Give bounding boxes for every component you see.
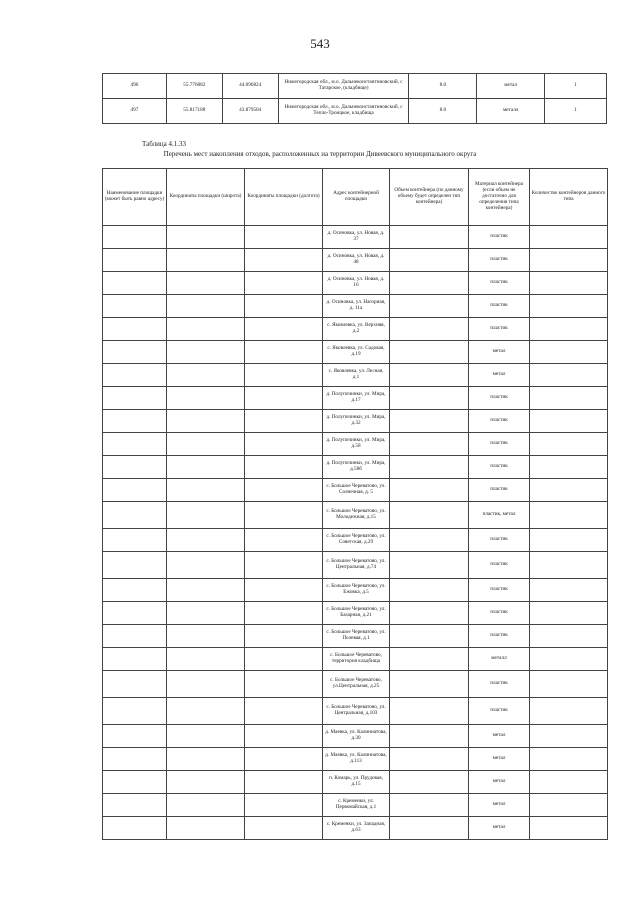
cell-volume — [390, 341, 469, 364]
cell-count — [530, 698, 608, 725]
cell-material: пластик — [469, 226, 530, 249]
cell-address: с. Большое Череватово, ул.Центральная, д.25 — [323, 671, 390, 698]
cell-name — [103, 272, 167, 295]
table-row — [103, 794, 608, 817]
table-row — [103, 529, 608, 552]
header-material: Материал контейнера (если объем не достаточно для определения типа контейнера) — [469, 169, 530, 226]
cell-lon — [245, 456, 323, 479]
cell-volume — [390, 249, 469, 272]
table-row — [103, 625, 608, 648]
table-row — [103, 364, 608, 387]
cell-lat: 55.817188 — [166, 99, 222, 124]
cell-count — [530, 433, 608, 456]
cell-count — [530, 552, 608, 579]
cell-lon — [245, 552, 323, 579]
cell-lon — [245, 625, 323, 648]
cell-name — [103, 602, 167, 625]
cell-lat — [167, 433, 245, 456]
cell-lat — [167, 817, 245, 840]
cell-lon — [245, 318, 323, 341]
cell-address: с. Большое Череватово, ул. Солнечная, д. 5 — [323, 479, 390, 502]
cell-volume — [390, 748, 469, 771]
cell-address: с. Большое Череватово, ул. Ежовка, д.5 — [323, 579, 390, 602]
cell-material: метал — [469, 771, 530, 794]
cell-lon — [245, 410, 323, 433]
cell-lon — [245, 226, 323, 249]
cell-volume — [390, 794, 469, 817]
cell-address: с. Большое Череватово, ул. Полевая, д.1 — [323, 625, 390, 648]
cell-name — [103, 502, 167, 529]
cell-address: д. Маевка, ул. Калиниатова, д.30 — [323, 725, 390, 748]
cell-lat — [167, 479, 245, 502]
cell-name — [103, 771, 167, 794]
table-row — [103, 99, 607, 124]
cell-address: с. Большое Череватово, ул. Базарная, д.21 — [323, 602, 390, 625]
cell-lat — [167, 698, 245, 725]
cell-lat — [167, 502, 245, 529]
page-number: 543 — [310, 36, 330, 51]
cell-lon: 43.879504 — [222, 99, 278, 124]
cell-name — [103, 671, 167, 698]
cell-count — [530, 502, 608, 529]
table-row — [103, 226, 608, 249]
cell-name — [103, 794, 167, 817]
cell-count — [530, 602, 608, 625]
cell-address: с. Большое Череватово, территория кладбища — [323, 648, 390, 671]
cell-volume — [390, 552, 469, 579]
cell-count — [530, 625, 608, 648]
cell-material: пластик — [469, 529, 530, 552]
header-volume: Объем контейнера (по данному объему будет определен тип контейнера) — [390, 169, 469, 226]
cell-name — [103, 552, 167, 579]
cell-name — [103, 387, 167, 410]
table-row — [103, 249, 608, 272]
cell-address: с. Большое Череватово, ул. Центральная, д.103 — [323, 698, 390, 725]
cell-material: метал — [469, 341, 530, 364]
cell-num: 496 — [103, 74, 167, 99]
cell-material: пластик — [469, 318, 530, 341]
cell-count — [530, 648, 608, 671]
header-name: Наименование площадки (может быть равно адресу) — [103, 169, 167, 226]
table-row — [103, 771, 608, 794]
cell-lon — [245, 725, 323, 748]
cell-volume: 8.0 — [409, 99, 477, 124]
cell-volume — [390, 529, 469, 552]
cell-count — [530, 226, 608, 249]
table-row — [103, 341, 608, 364]
table-row — [103, 318, 608, 341]
cell-name — [103, 625, 167, 648]
cell-name — [103, 364, 167, 387]
cell-volume — [390, 698, 469, 725]
cell-lon — [245, 602, 323, 625]
cell-address: д. Маевка, ул. Калиниатова, д.113 — [323, 748, 390, 771]
cell-material: пластик — [469, 456, 530, 479]
table-row — [103, 387, 608, 410]
cell-address: с. Большое Череватово, ул. Советская, д.29 — [323, 529, 390, 552]
cell-count — [530, 456, 608, 479]
cell-count — [530, 794, 608, 817]
cell-lon — [245, 295, 323, 318]
table-row — [103, 74, 607, 99]
cell-address: д. Осиновка, ул. Нагорная, д. 11а — [323, 295, 390, 318]
cell-name — [103, 648, 167, 671]
cell-material: пластик — [469, 249, 530, 272]
cell-name — [103, 748, 167, 771]
cell-volume — [390, 502, 469, 529]
cell-volume — [390, 625, 469, 648]
cell-lat — [167, 794, 245, 817]
cell-count — [530, 249, 608, 272]
cell-address: д. Осиновка, ул. Новая, д. 37 — [323, 226, 390, 249]
cell-count — [530, 671, 608, 698]
cell-lat — [167, 456, 245, 479]
cell-lat — [167, 648, 245, 671]
cell-lon — [245, 249, 323, 272]
cell-lon — [245, 698, 323, 725]
cell-lon — [245, 648, 323, 671]
cell-name — [103, 226, 167, 249]
table-row — [103, 479, 608, 502]
cell-name — [103, 817, 167, 840]
cell-material: пластик — [469, 295, 530, 318]
cell-count: 1 — [545, 99, 607, 124]
cell-count — [530, 817, 608, 840]
cell-volume: 8.0 — [409, 74, 477, 99]
table-row — [103, 552, 608, 579]
cell-count — [530, 318, 608, 341]
table-row — [103, 579, 608, 602]
cell-lon — [245, 771, 323, 794]
cell-material: пластик — [469, 387, 530, 410]
cell-material: пластик, метал — [469, 502, 530, 529]
cell-volume — [390, 725, 469, 748]
cell-volume — [390, 226, 469, 249]
cell-address: с. Яковлевка, ул. Садовая, д.19 — [323, 341, 390, 364]
cell-name — [103, 295, 167, 318]
cell-lat — [167, 602, 245, 625]
cell-lat — [167, 625, 245, 648]
cell-material: пластик — [469, 602, 530, 625]
cell-name — [103, 698, 167, 725]
continued-table — [102, 73, 607, 124]
cell-material: металл — [477, 99, 545, 124]
cell-material: метал — [469, 794, 530, 817]
cell-address: с. Большое Череватово, ул. Центральная, д.74 — [323, 552, 390, 579]
table-row — [103, 602, 608, 625]
cell-volume — [390, 410, 469, 433]
cell-lat — [167, 748, 245, 771]
cell-name — [103, 318, 167, 341]
cell-volume — [390, 318, 469, 341]
cell-volume — [390, 456, 469, 479]
cell-material: пластик — [469, 579, 530, 602]
cell-volume — [390, 295, 469, 318]
cell-lon — [245, 502, 323, 529]
table-row — [103, 272, 608, 295]
cell-volume — [390, 771, 469, 794]
cell-count — [530, 341, 608, 364]
cell-lon — [245, 433, 323, 456]
cell-address: д. Полупочинки, ул. Мира, д.58 — [323, 433, 390, 456]
cell-lon — [245, 479, 323, 502]
cell-lat — [167, 295, 245, 318]
cell-material: метал — [469, 748, 530, 771]
cell-count — [530, 725, 608, 748]
cell-address: п. Комарь, ул. Прудовая, д.15 — [323, 771, 390, 794]
cell-lon — [245, 671, 323, 698]
cell-count: 1 — [545, 74, 607, 99]
cell-volume — [390, 671, 469, 698]
cell-count — [530, 529, 608, 552]
header-row — [103, 169, 608, 226]
cell-name — [103, 410, 167, 433]
cell-name — [103, 579, 167, 602]
table-row — [103, 671, 608, 698]
table-row — [103, 502, 608, 529]
cell-lon — [245, 817, 323, 840]
header-longitude: Координаты площадки (долгота) — [245, 169, 323, 226]
table-row — [103, 817, 608, 840]
cell-material: пластик — [469, 479, 530, 502]
cell-lat: 55.776882 — [166, 74, 222, 99]
cell-lon — [245, 272, 323, 295]
table-row — [103, 748, 608, 771]
cell-address: с. Большое Череватово, ул. Молодежная, д.15 — [323, 502, 390, 529]
cell-address: с. Кременки, ул. Западная, д.63 — [323, 817, 390, 840]
cell-lon — [245, 341, 323, 364]
cell-count — [530, 295, 608, 318]
cell-lon — [245, 748, 323, 771]
cell-count — [530, 748, 608, 771]
cell-lat — [167, 272, 245, 295]
cell-count — [530, 364, 608, 387]
cell-address: с. Яковлевка, ул. Лесная, д.1 — [323, 364, 390, 387]
cell-lat — [167, 671, 245, 698]
cell-material: метал — [469, 817, 530, 840]
cell-volume — [390, 479, 469, 502]
cell-lat — [167, 341, 245, 364]
cell-address: д. Осиновка, ул. Новая, д. 16 — [323, 272, 390, 295]
cell-lon — [245, 579, 323, 602]
cell-address: Нижегородская обл., м.о. Дальнеконстантиновский, с Тепло-Троицкое, кладбища — [278, 99, 409, 124]
cell-lat — [167, 410, 245, 433]
cell-lat — [167, 364, 245, 387]
cell-lon — [245, 387, 323, 410]
cell-lon: 44.096824 — [222, 74, 278, 99]
table-row — [103, 456, 608, 479]
cell-address: Нижегородская обл., м.о. Дальнеконстантиновский, с Татарское, (кладбище) — [278, 74, 409, 99]
cell-volume — [390, 387, 469, 410]
table-row — [103, 295, 608, 318]
cell-lat — [167, 725, 245, 748]
cell-address: с. Яковлевка, ул. Верхняя, д.2 — [323, 318, 390, 341]
cell-name — [103, 249, 167, 272]
cell-material: пластик — [469, 552, 530, 579]
cell-lat — [167, 249, 245, 272]
cell-name — [103, 341, 167, 364]
cell-address: д. Полупочинки, ул. Мира, д.32 — [323, 410, 390, 433]
table-row — [103, 725, 608, 748]
cell-lat — [167, 529, 245, 552]
cell-name — [103, 479, 167, 502]
cell-material: пластик — [469, 698, 530, 725]
cell-lon — [245, 794, 323, 817]
cell-material: пластик — [469, 410, 530, 433]
cell-name — [103, 456, 167, 479]
cell-count — [530, 387, 608, 410]
cell-material: метал — [469, 364, 530, 387]
cell-volume — [390, 648, 469, 671]
cell-count — [530, 272, 608, 295]
cell-count — [530, 579, 608, 602]
cell-lat — [167, 318, 245, 341]
cell-volume — [390, 579, 469, 602]
cell-lat — [167, 387, 245, 410]
cell-num: 497 — [103, 99, 167, 124]
cell-name — [103, 725, 167, 748]
cell-volume — [390, 272, 469, 295]
waste-sites-table — [102, 168, 608, 840]
cell-lon — [245, 529, 323, 552]
cell-material: пластик — [469, 272, 530, 295]
cell-material: металл — [469, 648, 530, 671]
table-row — [103, 433, 608, 456]
cell-count — [530, 410, 608, 433]
cell-volume — [390, 364, 469, 387]
cell-count — [530, 479, 608, 502]
cell-address: д. Полупочинки, ул. Мира, д.58б — [323, 456, 390, 479]
cell-count — [530, 771, 608, 794]
cell-material: пластик — [469, 625, 530, 648]
table-row — [103, 648, 608, 671]
cell-address: с. Кременки, ул. Первомайская, д.1 — [323, 794, 390, 817]
table-row — [103, 410, 608, 433]
header-count: Количество контейнеров данного типа — [530, 169, 608, 226]
cell-name — [103, 529, 167, 552]
cell-address: д. Осиновка, ул. Новая, д. 48 — [323, 249, 390, 272]
cell-lat — [167, 579, 245, 602]
cell-material: метал — [477, 74, 545, 99]
cell-volume — [390, 602, 469, 625]
cell-name — [103, 433, 167, 456]
cell-lat — [167, 771, 245, 794]
cell-material: метал — [469, 725, 530, 748]
table-row — [103, 698, 608, 725]
header-latitude: Координаты площадки (широта) — [167, 169, 245, 226]
cell-lat — [167, 226, 245, 249]
cell-volume — [390, 433, 469, 456]
header-address: Адрес контейнерной площадки — [323, 169, 390, 226]
table-caption: Перечень мест накопления отходов, расположенных на территории Дивеевского муниципального округа — [163, 150, 477, 158]
table-number: Таблица 4.1.33 — [142, 140, 186, 148]
cell-material: пластик — [469, 671, 530, 698]
cell-address: д. Полупочинки, ул. Мира, д.17 — [323, 387, 390, 410]
cell-lon — [245, 364, 323, 387]
cell-volume — [390, 817, 469, 840]
cell-lat — [167, 552, 245, 579]
cell-material: пластик — [469, 433, 530, 456]
